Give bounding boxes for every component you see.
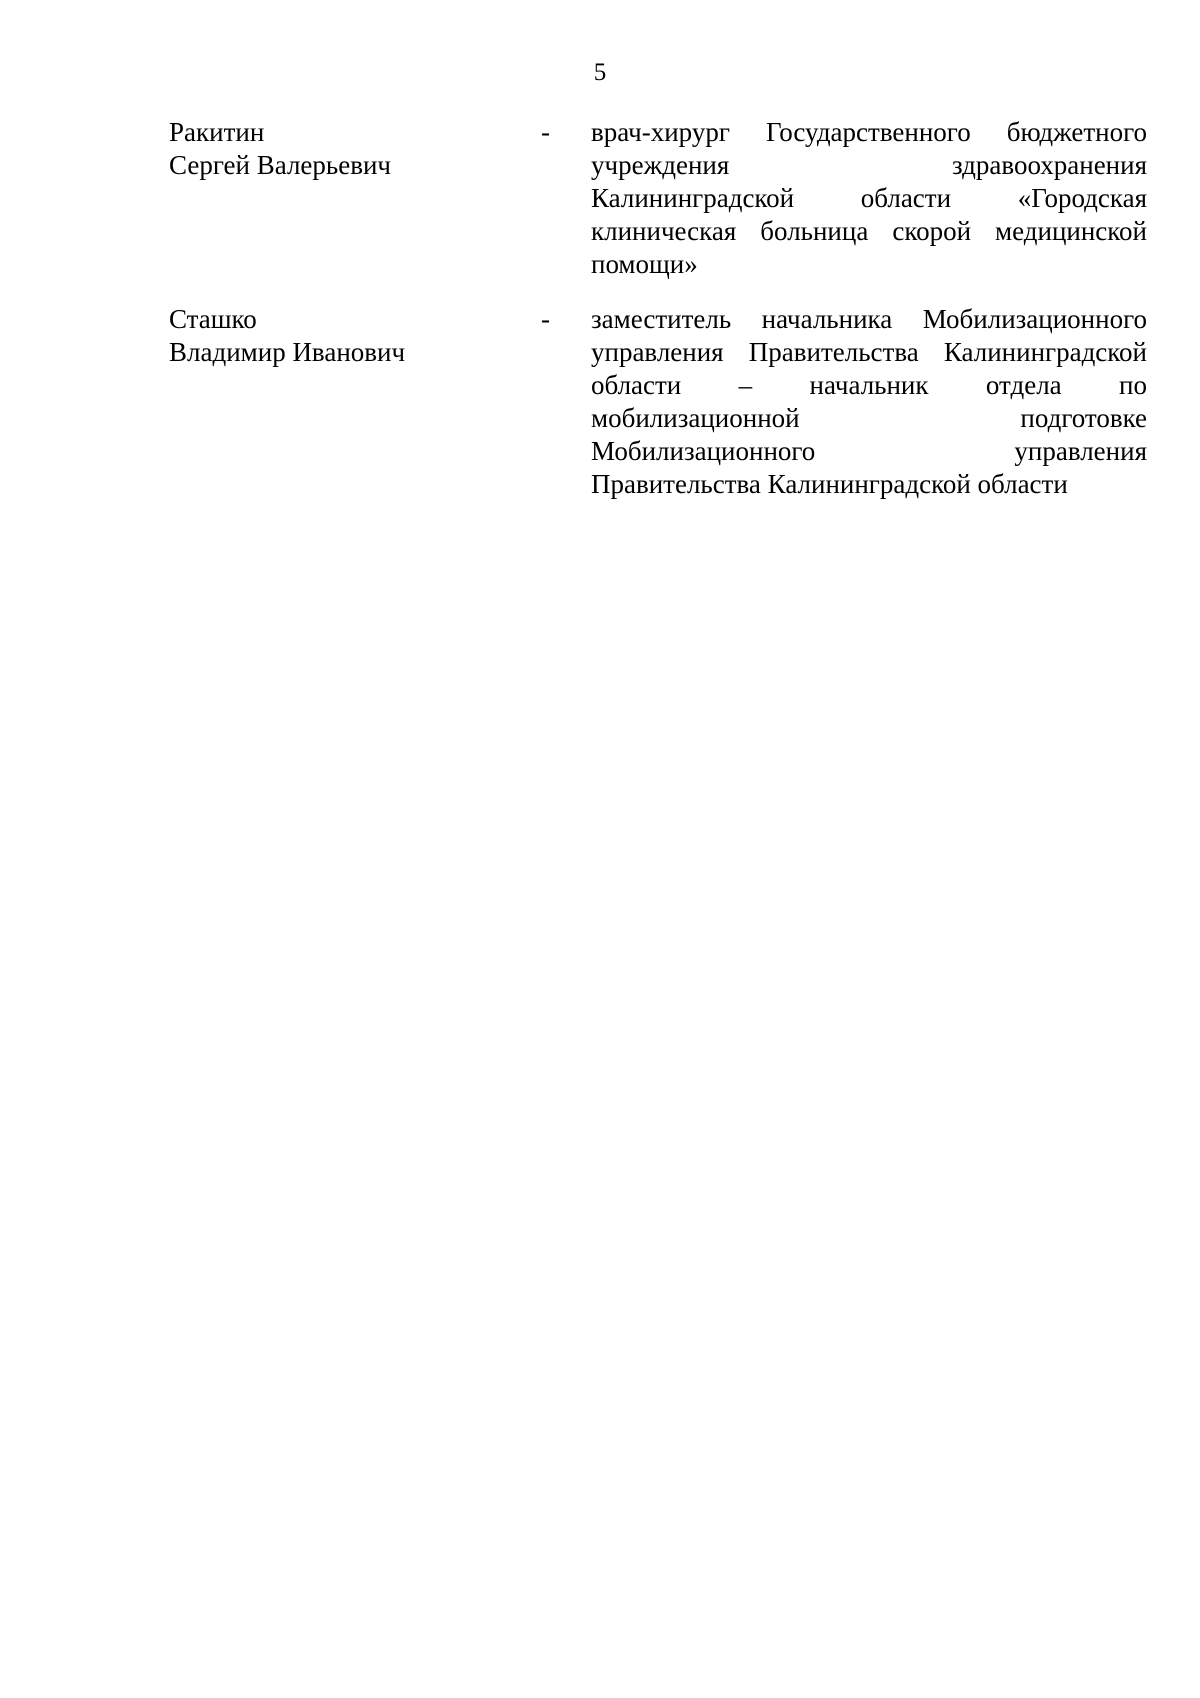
position-line: учреждения здравоохранения bbox=[591, 150, 1147, 180]
position-line: управления Правительства Калининградской bbox=[591, 337, 1147, 367]
position-line: Правительства Калининградской области bbox=[591, 469, 1068, 499]
member-name bbox=[169, 116, 529, 182]
position-line: помощи» bbox=[591, 249, 698, 279]
member-name bbox=[169, 303, 529, 369]
member-surname: Сташко bbox=[169, 304, 257, 334]
member-given-names: Сергей Валерьевич bbox=[169, 150, 391, 180]
position-line: Мобилизационного управления bbox=[591, 436, 1147, 466]
position-line: мобилизационной подготовке bbox=[591, 403, 1147, 433]
position-line: клиническая больница скорой медицинской bbox=[591, 216, 1147, 246]
position-line: заместитель начальника Мобилизационного bbox=[591, 304, 1147, 334]
member-entry-stashko bbox=[0, 303, 1200, 501]
member-surname: Ракитин bbox=[169, 117, 265, 147]
position-line: Калининградской области «Городская bbox=[591, 183, 1147, 213]
separator-dash: - bbox=[541, 304, 550, 334]
position-line: области – начальник отдела по bbox=[591, 370, 1147, 400]
member-position bbox=[591, 116, 1147, 281]
separator-dash: - bbox=[541, 117, 550, 147]
page-number: 5 bbox=[593, 59, 607, 86]
member-given-names: Владимир Иванович bbox=[169, 337, 406, 367]
member-entry-rakitin bbox=[0, 116, 1200, 281]
member-list bbox=[0, 116, 1200, 501]
member-position bbox=[591, 303, 1147, 501]
position-line: врач-хирург Государственного бюджетного bbox=[591, 117, 1147, 147]
